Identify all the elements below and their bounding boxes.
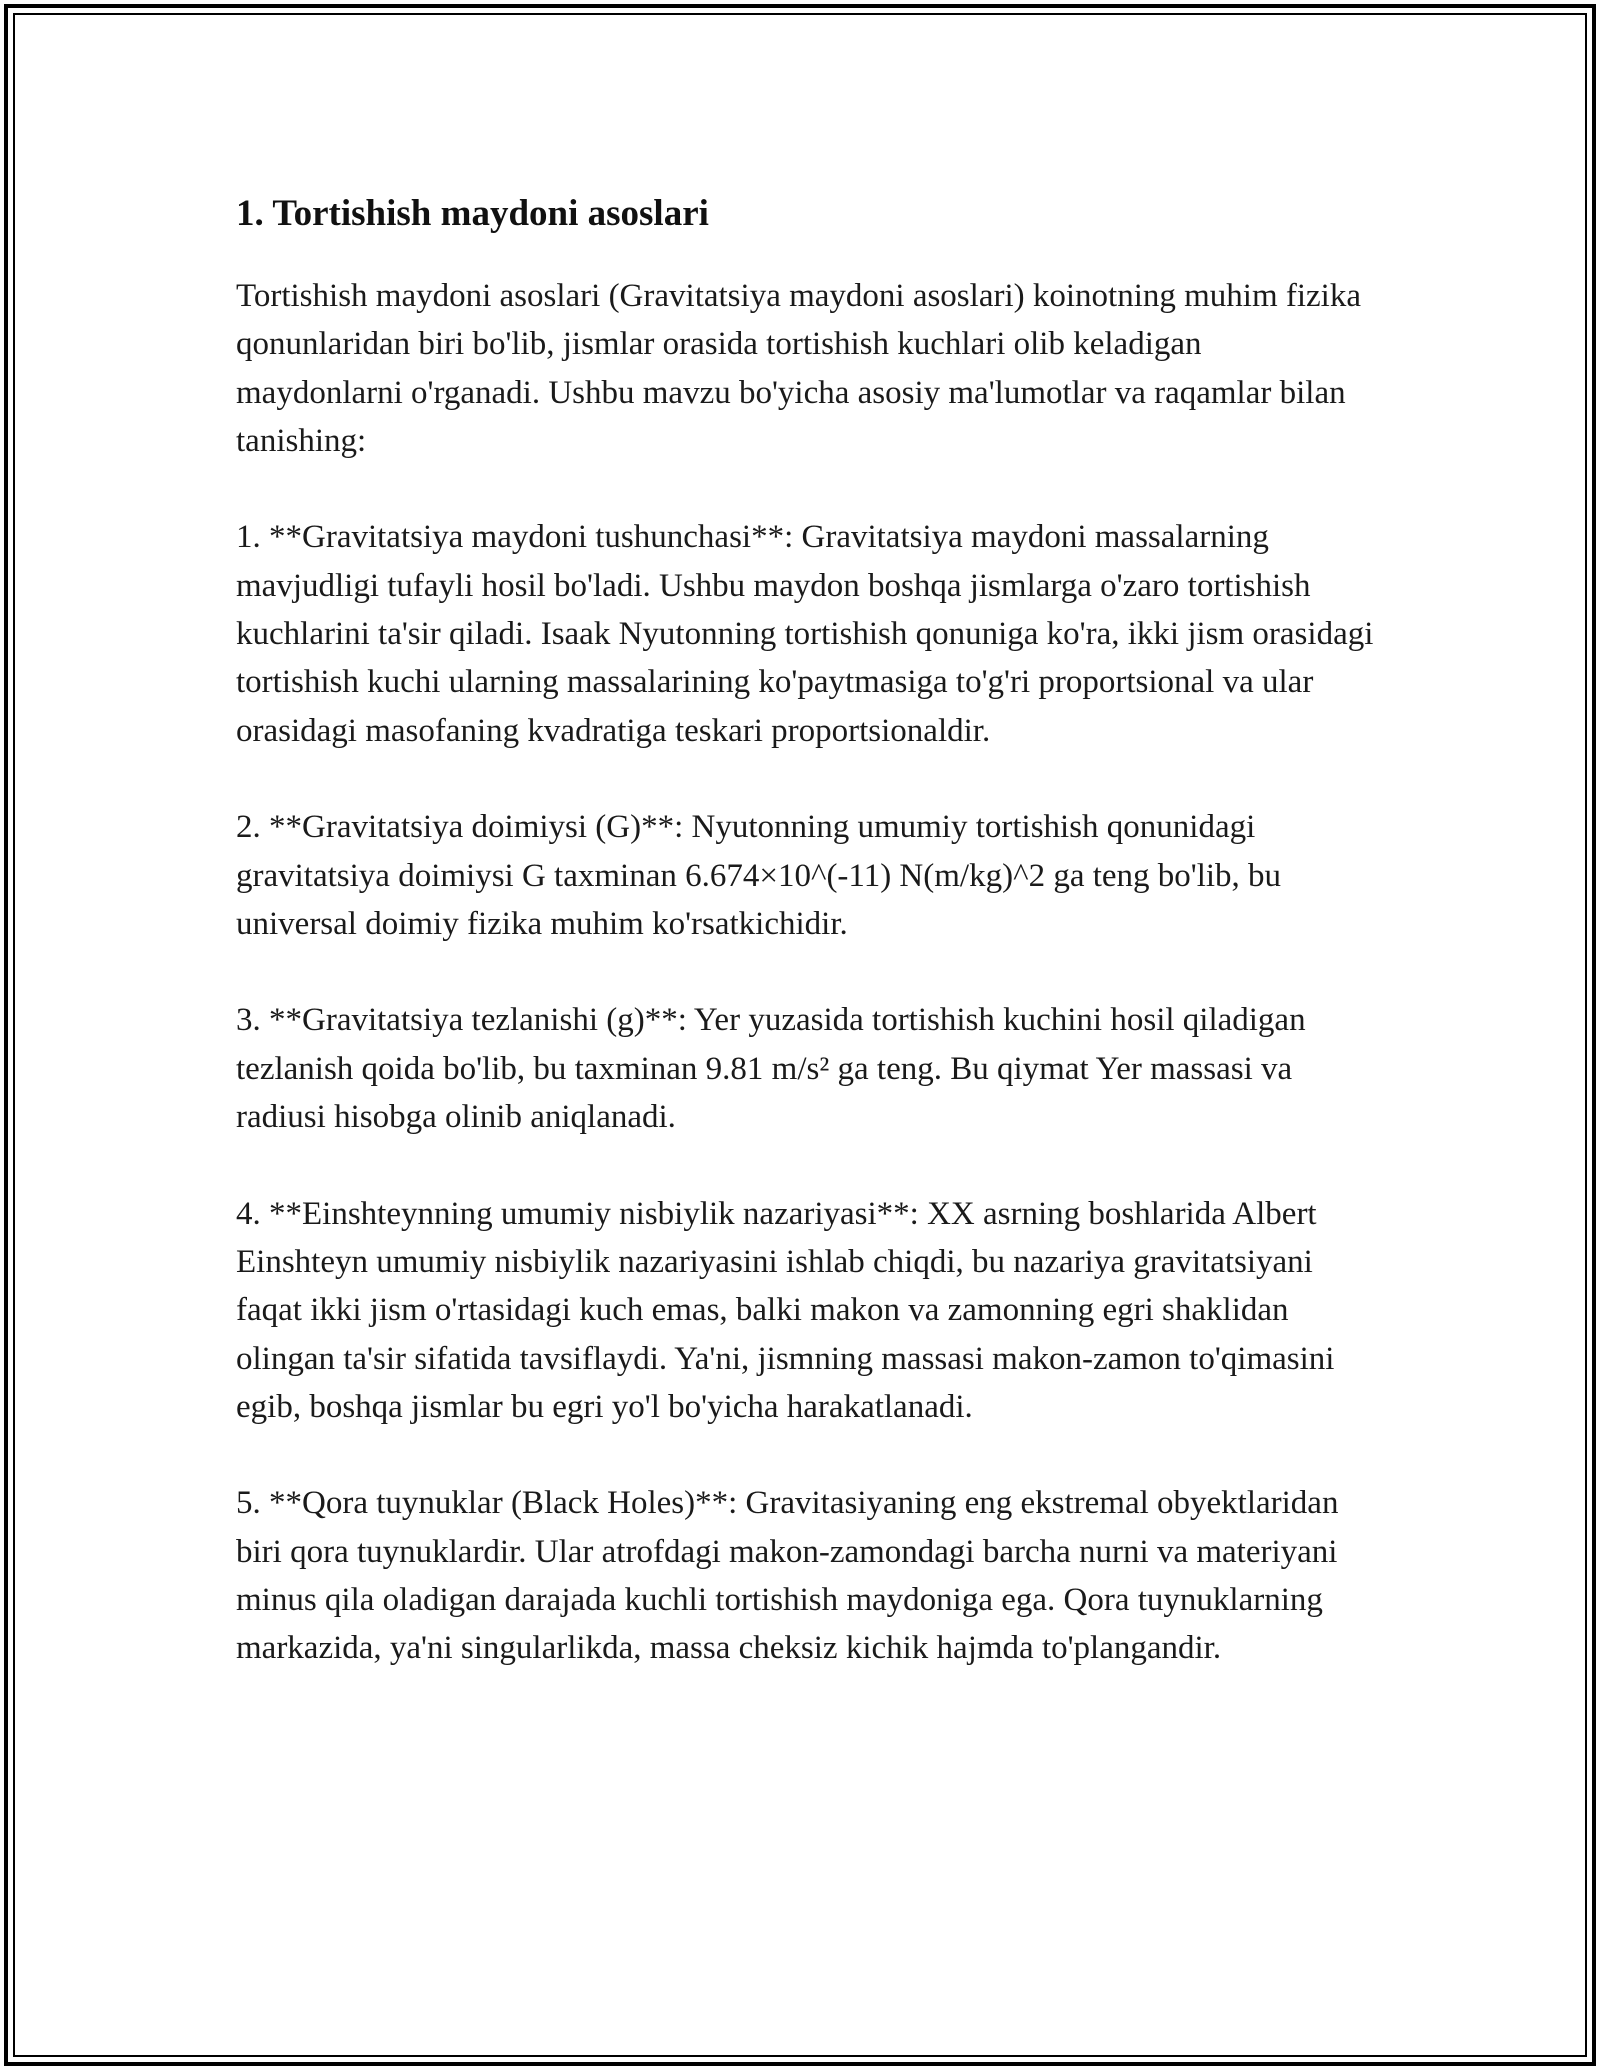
list-item-gravitational-constant: 2. **Gravitatsiya doimiysi (G)**: Nyutonning umumiy tortishish qonunidagi gravitatsiya doimiysi G taxminan 6.674×10^(-11) N(m/kg)^2 ga teng bo'lib, bu universal doimiy fizika muhim ko'rsatkichidir. (236, 809, 1282, 942)
list-item-gravitational-acceleration: 3. **Gravitatsiya tezlanishi (g)**: Yer yuzasida tortishish kuchini hosil qiladigan tezlanish qoida bo'lib, bu taxminan 9.81 m/s² ga teng. Bu qiymat Yer massasi va radiusi hisobga olinib aniqlanadi. (236, 1002, 1306, 1136)
list-item-black-holes: 5. **Qora tuynuklar (Black Holes)**: Gravitasiyaning eng ekstremal obyektlaridan biri qora tuynuklardir. Ular atrofdagi makon-zamondagi barcha nurni va materiyani minus qila oladigan darajada kuchli tortishish maydoniga ega. Qora tuynuklarning markazida, ya'ni singularlikda, massa cheksiz kichik hajmda to'plangandir. (236, 1485, 1339, 1667)
document-body (236, 188, 1376, 1721)
intro-paragraph: Tortishish maydoni asoslari (Gravitatsiya maydoni asoslari) koinotning muhim fizika qonunlaridan biri bo'lib, jismlar orasida tortishish kuchlari olib keladigan maydonlarni o'rganadi. Ushbu mavzu bo'yicha asosiy ma'lumotlar va raqamlar bilan tanishing: (236, 278, 1361, 459)
document-title: 1. Tortishish maydoni asoslari (236, 193, 709, 234)
list-item-general-relativity: 4. **Einshteynning umumiy nisbiylik nazariyasi**: XX asrning boshlarida Albert Einshteyn umumiy nisbiylik nazariyasini ishlab chiqdi, bu nazariya gravitatsiyani faqat ikki jism o'rtasidagi kuch emas, balki makon va zamonning egri shaklidan olingan ta'sir sifatida tavsiflaydi. Ya'ni, jismning massasi makon-zamon to'qimasini egib, boshqa jismlar bu egri yo'l bo'yicha harakatlanadi. (236, 1195, 1335, 1425)
list-item-gravitational-field: 1. **Gravitatsiya maydoni tushunchasi**: Gravitatsiya maydoni massalarning mavjudligi tufayli hosil bo'ladi. Ushbu maydon boshqa jismlarga o'zaro tortishish kuchlarini ta'sir qiladi. Isaak Nyutonning tortishish qonuniga ko'ra, ikki jism orasidagi tortishish kuchi ularning massalarining ko'paytmasiga to'g'ri proportsional va ular orasidagi masofaning kvadratiga teskari proportsionaldir. (236, 519, 1374, 749)
